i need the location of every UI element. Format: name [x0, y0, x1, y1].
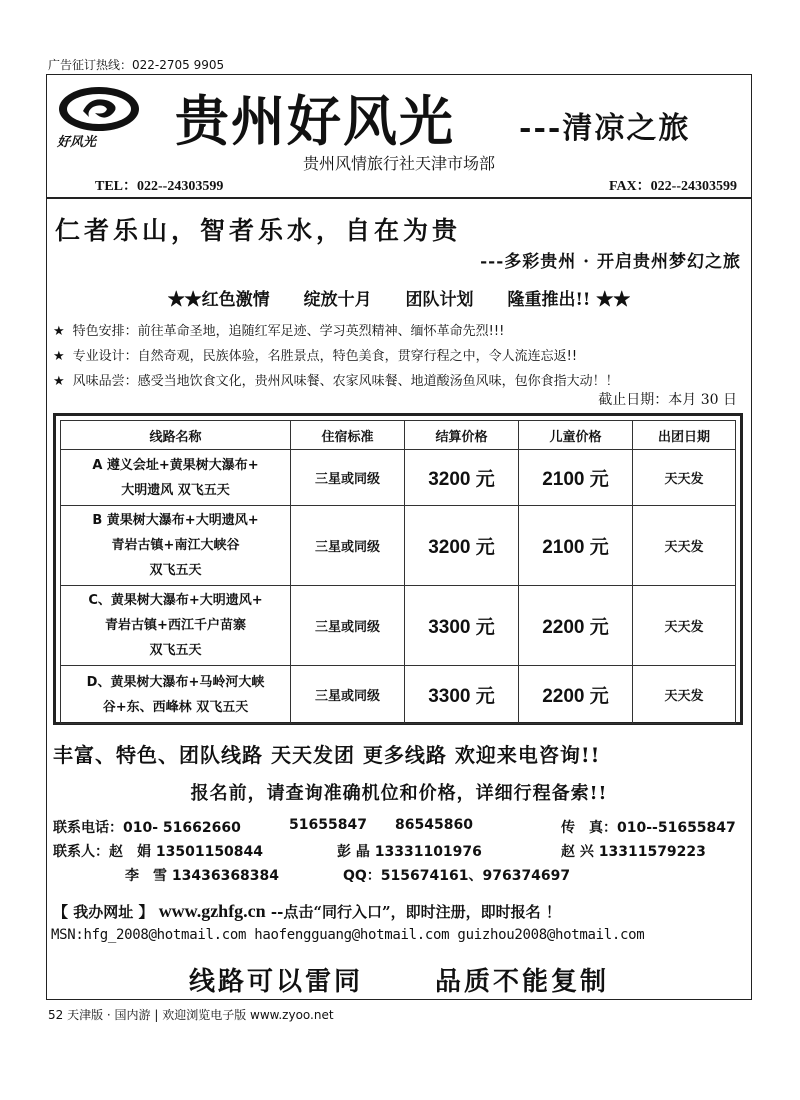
route-line: A 遵义会址+黄果树大瀑布+ — [92, 457, 259, 473]
contact-phone: 86545860 — [395, 817, 473, 833]
hotel-standard: 三星或同级 — [291, 586, 405, 666]
child-price: 2100 元 — [519, 506, 633, 586]
route-line: 青岩古镇+西江千户苗寨 — [105, 618, 246, 633]
route-line: 双飞五天 — [149, 643, 202, 658]
feature-text: 专业设计：自然奇观，民族体验，名胜景点，特色美食，贯穿行程之中，令人流连忘返!! — [72, 349, 578, 364]
column-header: 结算价格 — [405, 421, 519, 450]
route-line: 双飞五天 — [149, 563, 202, 578]
table-row — [61, 450, 736, 506]
tel-number: TEL：022--24303599 — [95, 179, 224, 194]
route-table-frame — [53, 413, 743, 725]
feature-list — [53, 319, 619, 394]
departure-date: 天天发 — [633, 450, 736, 506]
table-header-row — [61, 421, 736, 450]
hotel-standard: 三星或同级 — [291, 506, 405, 586]
page-title: 贵州好风光 — [175, 89, 455, 153]
departure-date: 天天发 — [633, 586, 736, 666]
ad-hotline: 广告征订热线：022-2705 9905 — [48, 58, 225, 72]
hotel-standard: 三星或同级 — [291, 450, 405, 506]
child-price: 2200 元 — [519, 586, 633, 666]
slogan-sub: ---多彩贵州 · 开启贵州梦幻之旅 — [480, 252, 741, 272]
column-header: 住宿标准 — [291, 421, 405, 450]
departure-date: 天天发 — [633, 506, 736, 586]
table-row — [61, 666, 736, 724]
feature-item — [53, 319, 619, 344]
route-line: C、黄果树大瀑布+大明遗风+ — [88, 593, 263, 608]
settlement-price: 3300 元 — [405, 666, 519, 724]
route-name — [61, 450, 291, 506]
route-line: D、黄果树大瀑布+马岭河大峡 — [86, 674, 265, 690]
settlement-price: 3200 元 — [405, 506, 519, 586]
feature-text: 特色安排：前往革命圣地，追随红军足迹、学习英烈精神、缅怀革命先烈!!! — [72, 324, 505, 339]
star-icon: ★ — [53, 324, 65, 339]
banner-part: ★★红色激情 — [167, 290, 270, 310]
slogan: 仁者乐山，智者乐水，自在为贵 — [55, 216, 462, 245]
contact-person: 联系人：赵 娟 13501150844 — [53, 844, 264, 860]
banner-part: 绽放十月 — [303, 290, 372, 310]
route-name — [61, 586, 291, 666]
fax-number: FAX：022--24303599 — [608, 179, 737, 194]
website-text: --点击“同行入口”，即时注册，即时报名 ！ — [270, 903, 561, 921]
settlement-price: 3200 元 — [405, 450, 519, 506]
route-line: 青岩古镇+南江大峡谷 — [111, 538, 240, 553]
page-subtitle: ---清凉之旅 — [519, 111, 691, 146]
departure-date: 天天发 — [633, 666, 736, 724]
route-line: B 黄果树大瀑布+大明遗风+ — [92, 513, 259, 528]
star-icon: ★ — [53, 374, 65, 389]
website-line — [53, 901, 561, 922]
msn-contacts: MSN:hfg_2008@hotmail.com haofengguang@hotmail.com guizhou2008@hotmail.com — [51, 927, 645, 943]
tagline-part: 线路可以雷同 — [188, 967, 363, 997]
promo-banner — [47, 285, 751, 310]
child-price: 2100 元 — [519, 450, 633, 506]
feature-item — [53, 369, 619, 394]
column-header: 儿童价格 — [519, 421, 633, 450]
banner-part: 隆重推出!! ★★ — [507, 290, 631, 310]
contact-phone: 51655847 — [289, 817, 367, 833]
table-row — [61, 586, 736, 666]
website-link[interactable]: www.gzhfg.cn — [158, 901, 266, 921]
column-header: 出团日期 — [633, 421, 736, 450]
child-price: 2200 元 — [519, 666, 633, 724]
logo-text: 好风光 — [57, 135, 97, 150]
route-table — [60, 420, 736, 724]
route-line: 大明遗风 双飞五天 — [121, 482, 230, 498]
banner-part: 团队计划 — [405, 290, 474, 310]
header-divider — [47, 197, 751, 199]
contact-row — [53, 841, 747, 865]
route-line: 谷+东、西峰林 双飞五天 — [102, 699, 249, 715]
website-label: 【 我办网址 】 — [53, 903, 154, 921]
contact-person: 赵 兴 13311579223 — [561, 844, 706, 860]
star-icon: ★ — [53, 349, 65, 364]
contact-row — [53, 865, 747, 889]
settlement-price: 3300 元 — [405, 586, 519, 666]
more-routes-line: 丰富、特色、团队线路 天天发团 更多线路 欢迎来电咨询!! — [53, 743, 601, 767]
feature-item — [53, 344, 619, 369]
route-name — [61, 666, 291, 724]
tagline-part: 品质不能复制 — [435, 967, 610, 997]
feature-text: 风味品尝：感受当地饮食文化，贵州风味餐、农家风味餐、地道酸汤鱼风味，包你食指大动！！ — [72, 374, 619, 389]
page-footer: 52 天津版 · 国内游 | 欢迎浏览电子版 www.zyoo.net — [48, 1008, 334, 1022]
deadline: 截止日期：本月 30 日 — [598, 392, 737, 408]
table-row — [61, 506, 736, 586]
contact-row — [53, 817, 747, 841]
column-header: 线路名称 — [61, 421, 291, 450]
contact-phone: 联系电话：010- 51662660 — [53, 820, 241, 836]
route-name — [61, 506, 291, 586]
tagline — [47, 961, 751, 998]
contact-block — [53, 817, 747, 889]
agency-name: 贵州风情旅行社天津市场部 — [302, 154, 495, 173]
signup-note: 报名前，请查询准确机位和价格，详细行程备索!! — [190, 783, 608, 804]
contact-person: 李 雪 13436368384 — [125, 868, 280, 884]
hotel-standard: 三星或同级 — [291, 666, 405, 724]
contact-fax: 传 真：010--51655847 — [561, 820, 736, 836]
ad-header — [47, 75, 751, 199]
contact-person: 彭 晶 13331101976 — [337, 844, 482, 860]
ad-frame — [46, 74, 752, 1000]
contact-qq: QQ：515674161、976374697 — [343, 868, 571, 884]
